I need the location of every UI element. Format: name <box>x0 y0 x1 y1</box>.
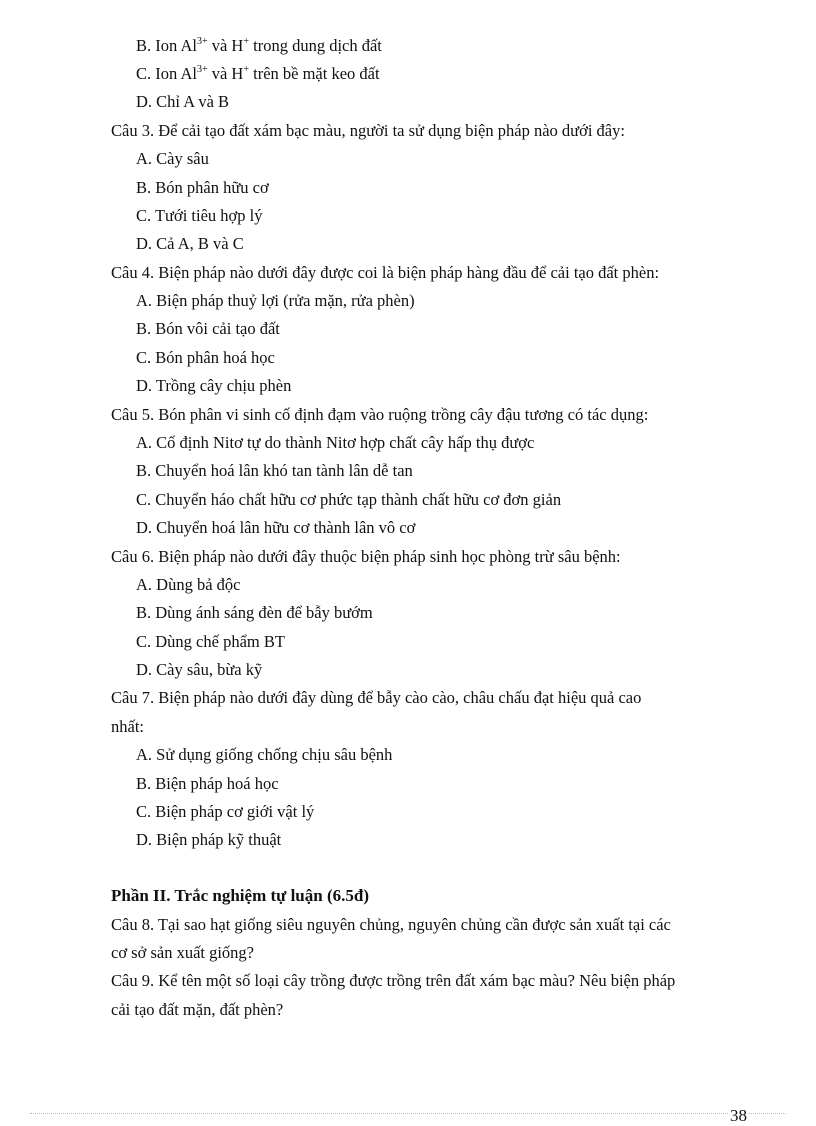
question-5-option-a: A. Cố định Nitơ tự do thành Nitơ hợp chất cây hấp thụ được <box>136 433 535 452</box>
carryover-option-d: D. Chỉ A và B <box>136 92 230 111</box>
question-3-option-d: D. Cả A, B và C <box>136 234 244 253</box>
question-4-prompt: Câu 4. Biện pháp nào dưới đây được coi là biện pháp hàng đầu để cải tạo đất phèn: <box>111 263 660 282</box>
question-4-option-b: B. Bón vôi cải tạo đất <box>136 319 280 338</box>
question-5-option-d: D. Chuyển hoá lân hữu cơ thành lân vô cơ <box>136 518 416 537</box>
part-2-heading: Phần II. Trắc nghiệm tự luận (6.5đ) <box>111 886 369 905</box>
question-5-option-b: B. Chuyển hoá lân khó tan tành lân dễ tan <box>136 461 413 480</box>
question-7-prompt-line2: nhất: <box>111 717 144 736</box>
question-6-option-a: A. Dùng bả độc <box>136 575 241 594</box>
page-number: 38 <box>730 1106 747 1125</box>
question-3-option-c: C. Tưới tiêu hợp lý <box>136 206 263 225</box>
question-9-line2: cải tạo đất mặn, đất phèn? <box>111 1000 284 1019</box>
question-6-option-d: D. Cày sâu, bừa kỹ <box>136 660 263 679</box>
question-7-prompt-line1: Câu 7. Biện pháp nào dưới đây dùng để bẫy cào cào, châu chấu đạt hiệu quả cao <box>111 688 642 707</box>
question-8-line1: Câu 8. Tại sao hạt giống siêu nguyên chủng, nguyên chủng cần được sản xuất tại các <box>111 915 671 934</box>
question-9-line1: Câu 9. Kể tên một số loại cây trồng được trồng trên đất xám bạc màu? Nêu biện pháp <box>111 971 676 990</box>
question-7-option-b: B. Biện pháp hoá học <box>136 774 279 793</box>
footer-divider <box>30 1113 786 1114</box>
question-8-line2: cơ sở sản xuất giống? <box>111 943 255 962</box>
question-3-option-a: A. Cày sâu <box>136 149 209 168</box>
question-7-option-a: A. Sử dụng giống chống chịu sâu bệnh <box>136 745 393 764</box>
question-7-option-c: C. Biện pháp cơ giới vật lý <box>136 802 315 821</box>
question-6-option-c: C. Dùng chế phẩm BT <box>136 632 285 651</box>
carryover-option-b: B. Ion $Al^{3+}$ và H+ trong dung dịch đất <box>136 36 382 55</box>
question-5-prompt: Câu 5. Bón phân vi sinh cố định đạm vào ruộng trồng cây đậu tương có tác dụng: <box>111 405 649 424</box>
question-7-option-d: D. Biện pháp kỹ thuật <box>136 830 282 849</box>
question-3-option-b: B. Bón phân hữu cơ <box>136 178 269 197</box>
question-4-option-c: C. Bón phân hoá học <box>136 348 275 367</box>
question-6-option-b: B. Dùng ánh sáng đèn để bẫy bướm <box>136 603 373 622</box>
question-4-option-d: D. Trồng cây chịu phèn <box>136 376 292 395</box>
question-3-prompt: Câu 3. Để cải tạo đất xám bạc màu, người ta sử dụng biện pháp nào dưới đây: <box>111 121 625 140</box>
question-4-option-a: A. Biện pháp thuỷ lợi (rửa mặn, rửa phèn) <box>136 291 415 310</box>
carryover-option-c: C. Ion $Al^{3+}$ và H+ trên bề mặt keo đất <box>136 64 380 83</box>
question-5-option-c: C. Chuyển háo chất hữu cơ phức tạp thành chất hữu cơ đơn giản <box>136 490 562 509</box>
question-6-prompt: Câu 6. Biện pháp nào dưới đây thuộc biện pháp sinh học phòng trừ sâu bệnh: <box>111 547 621 566</box>
